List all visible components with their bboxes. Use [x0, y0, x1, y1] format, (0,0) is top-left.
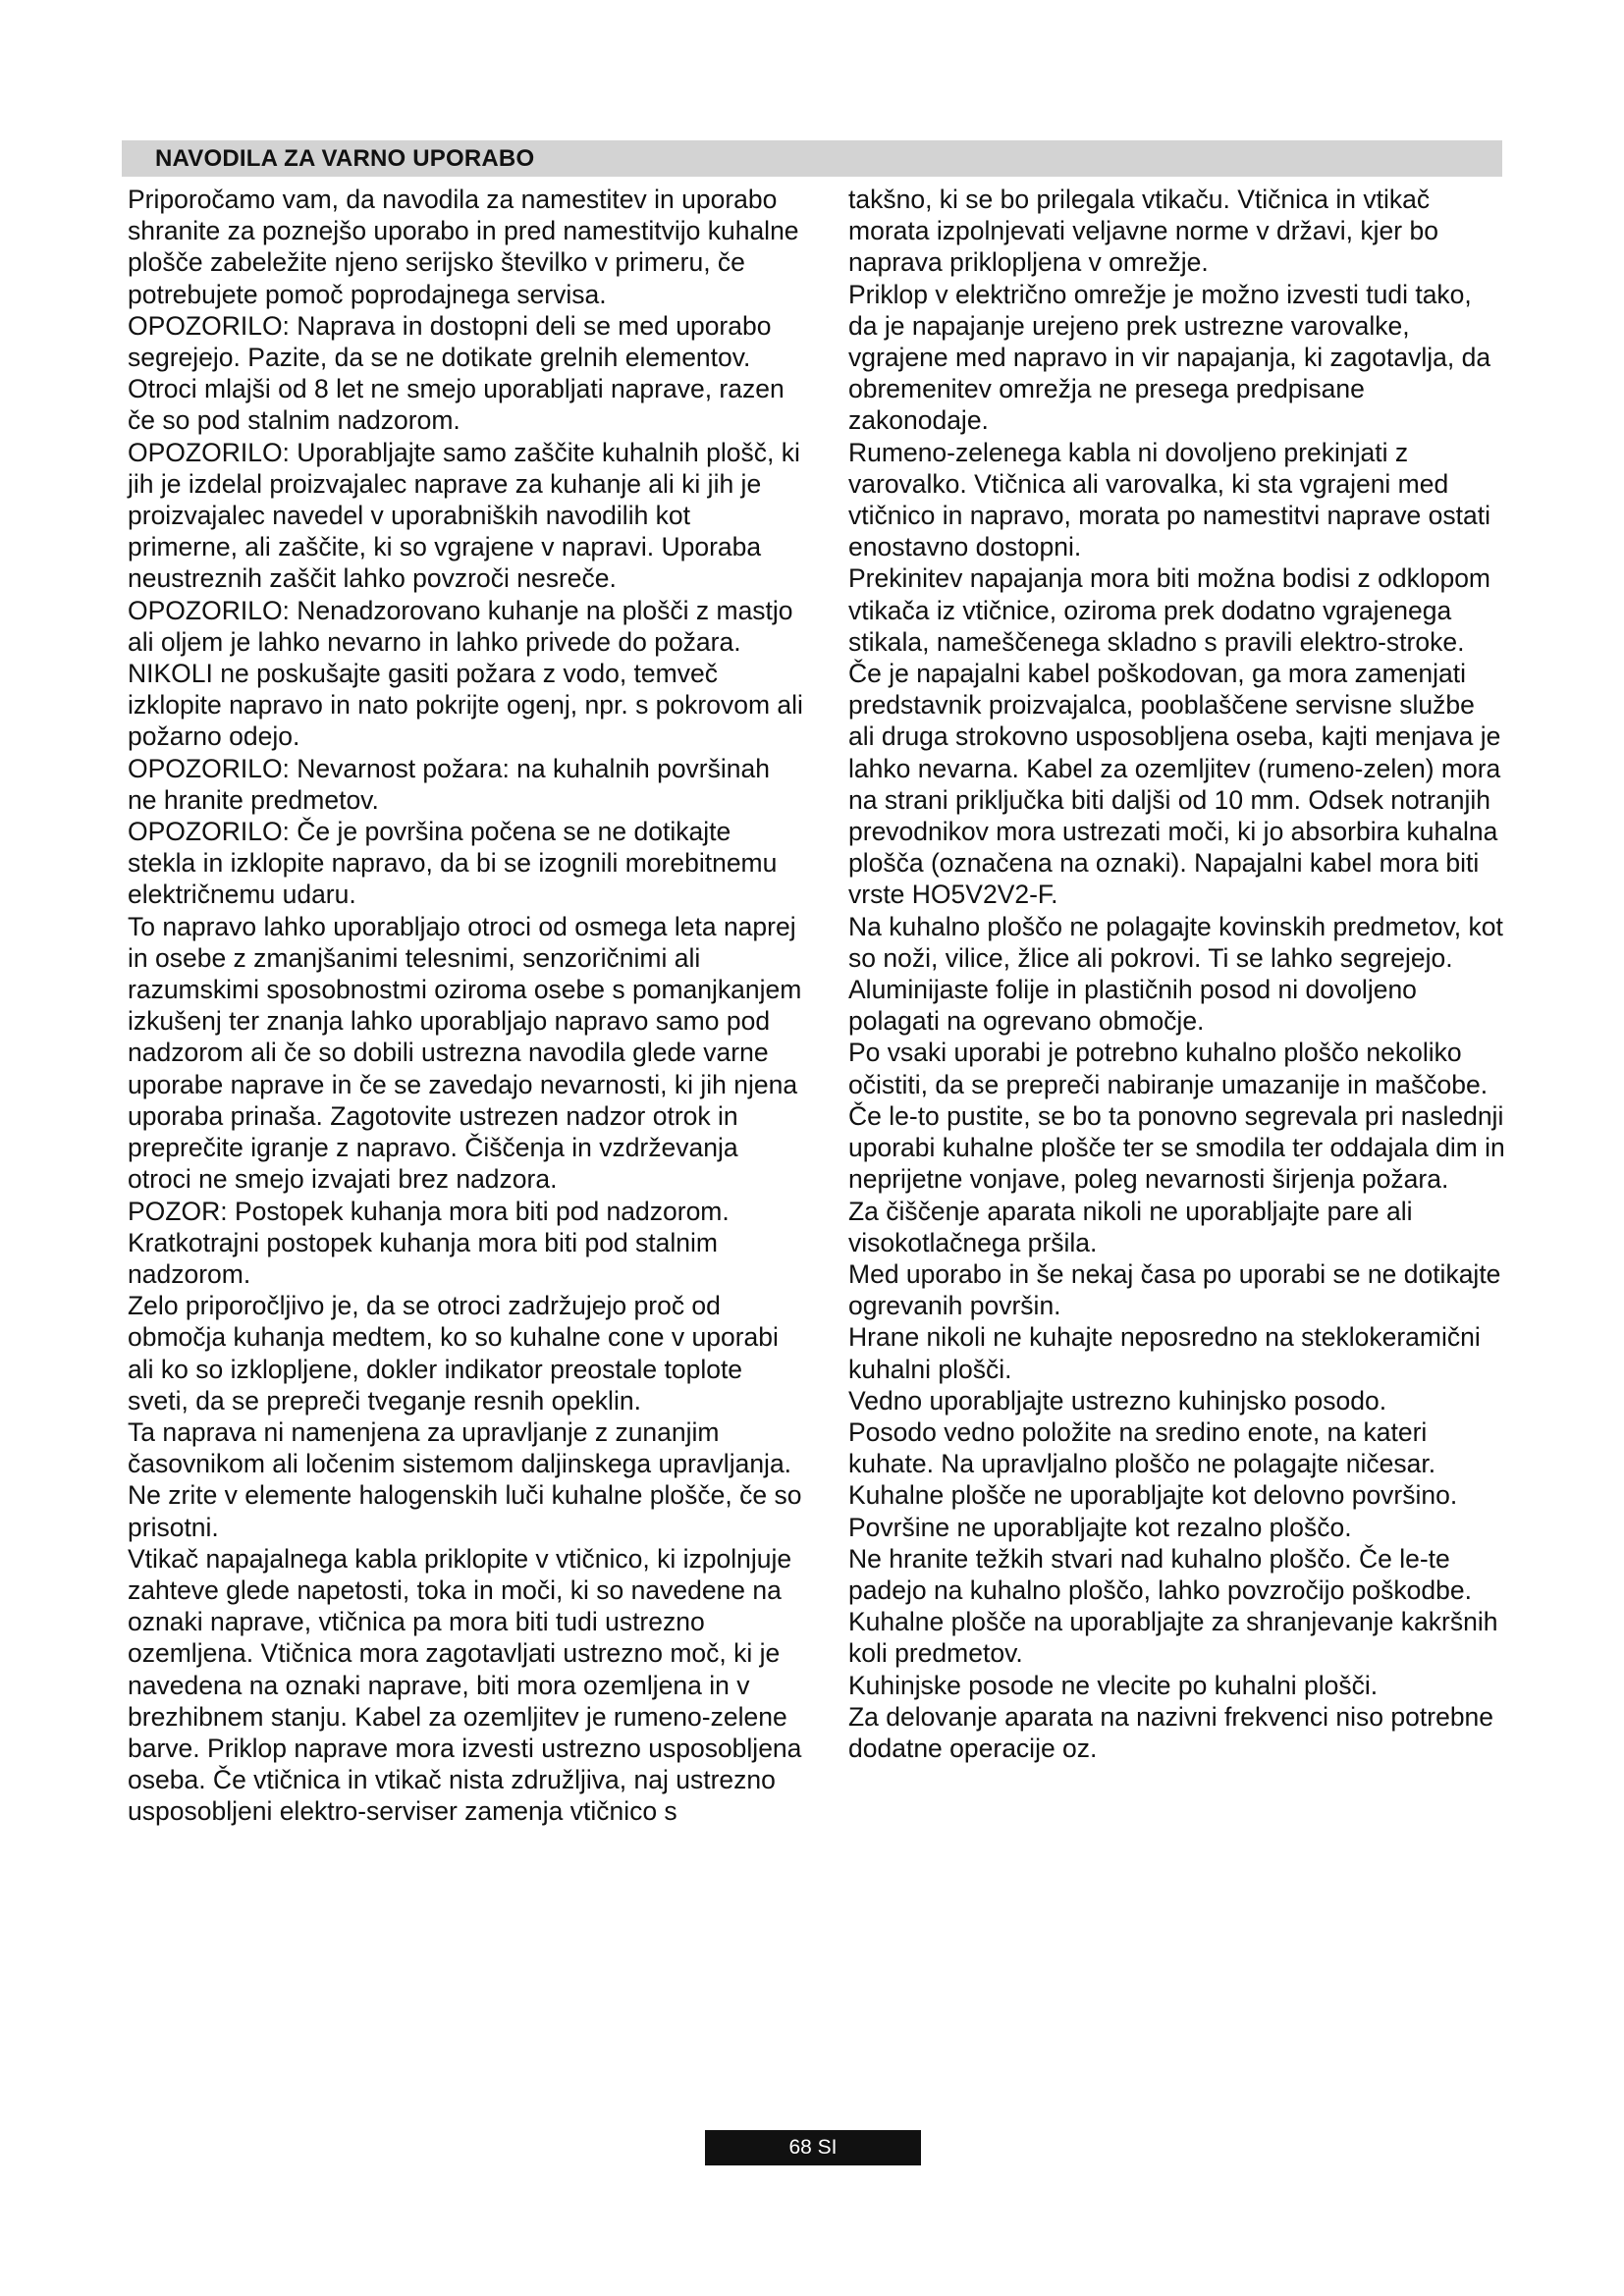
- paragraph: Rumeno-zelenega kabla ni dovoljeno prekinjati z varovalko. Vtičnica ali varovalka, ki sta vgrajeni med vtičnico in napravo, morata po namestitvi naprave ostati enostavno dostopni.: [848, 437, 1490, 562]
- paragraph: Vtikač napajalnega kabla priklopite v vtičnico, ki izpolnjuje zahteve glede napetosti, toka in moči, ki so navedene na oznaki naprave, vtičnica pa mora biti tudi ustrezno ozemljena. Vtičnica mora zagotavljati ustrezno moč, ki je navedena na oznaki naprave, biti mora ozemljena in v brezhibnem stanju. Kabel za ozemljitev je rumeno-zelene barve. Priklop naprave mora izvesti ustrezno usposobljena oseba. Če vtičnica in vtikač nista združljiva, naj ustrezno usposobljeni elektro-serviser zamenja vtičnico s: [128, 1543, 802, 1827]
- paragraph: Ne zrite v elemente halogenskih luči kuhalne plošče, če so prisotni.: [128, 1480, 802, 1542]
- paragraph: Hrane nikoli ne kuhajte neposredno na steklokeramični kuhalni plošči.: [848, 1322, 1481, 1384]
- right-text-column: [848, 184, 1506, 1764]
- left-text-column: [128, 184, 805, 1828]
- paragraph: To napravo lahko uporabljajo otroci od osmega leta naprej in osebe z zmanjšanimi telesnimi, senzoričnimi ali razumskimi sposobnostmi oziroma osebe s pomanjkanjem izkušenj ter znanja lahko uporabljajo napravo samo pod nadzorom ali če so dobili ustrezna navodila glede varne uporabe naprave in če se zavedajo nevarnosti, ki jih njena uporaba prinaša. Zagotovite ustrezen nadzor otrok in preprečite igranje z napravo. Čiščenja in vzdrževanja otroci ne smejo izvajati brez nadzora.: [128, 911, 802, 1195]
- paragraph: Za delovanje aparata na nazivni frekvenci niso potrebne dodatne operacije oz.: [848, 1701, 1494, 1763]
- paragraph: Ne hranite težkih stvari nad kuhalno ploščo. Če le-te padejo na kuhalno ploščo, lahko povzročijo poškodbe.: [848, 1543, 1472, 1605]
- paragraph: Priporočamo vam, da navodila za namestitev in uporabo shranite za poznejšo uporabo in pred namestitvijo kuhalne plošče zabeležite njeno serijsko številko v primeru, če potrebujete pomoč poprodajnega servisa.: [128, 185, 799, 309]
- paragraph: Za čiščenje aparata nikoli ne uporabljajte pare ali visokotlačnega pršila.: [848, 1196, 1413, 1257]
- page-number-badge: 68 SI: [705, 2130, 921, 2165]
- paragraph: Površine ne uporabljajte kot rezalno ploščo.: [848, 1512, 1352, 1542]
- paragraph: OPOZORILO: Nenadzorovano kuhanje na plošči z mastjo ali oljem je lahko nevarno in lahko privede do požara. NIKOLI ne poskušajte gasiti požara z vodo, temveč izklopite napravo in nato pokrijte ogenj, npr. s pokrovom ali požarno odejo.: [128, 595, 803, 752]
- paragraph: Po vsaki uporabi je potrebno kuhalno ploščo nekoliko očistiti, da se prepreči nabiranje umazanije in maščobe. Če le-to pustite, se bo ta ponovno segrevala pri naslednji uporabi kuhalne plošče ter se smodila ter oddajala dim in neprijetne vonjave, poleg nevarnosti širjenja požara.: [848, 1038, 1505, 1195]
- section-header-bar: [122, 140, 1502, 177]
- paragraph: Zelo priporočljivo je, da se otroci zadržujejo proč od območja kuhanja medtem, ko so kuhalne cone v uporabi ali ko so izklopljene, dokler indikator preostale toplote sveti, da se prepreči tveganje resnih opeklin.: [128, 1291, 779, 1415]
- paragraph: Na kuhalno ploščo ne polagajte kovinskih predmetov, kot so noži, vilice, žlice ali pokrovi. Ti se lahko segrejejo.: [848, 911, 1503, 973]
- paragraph: Prekinitev napajanja mora biti možna bodisi z odklopom vtikača iz vtičnice, oziroma prek dodatno vgrajenega stikala, nameščenega skladno s pravili elektro-stroke.: [848, 563, 1491, 657]
- paragraph: Če je napajalni kabel poškodovan, ga mora zamenjati predstavnik proizvajalca, pooblaščene servisne službe ali druga strokovno usposobljena oseba, kajti menjava je lahko nevarna. Kabel za ozemljitev (rumeno-zelen) mora na strani priključka biti daljši od 10 mm. Odsek notranjih prevodnikov mora ustrezati moči, ki jo absorbira kuhalna plošča (označena na oznaki). Napajalni kabel mora biti vrste HO5V2V2-F.: [848, 659, 1501, 910]
- paragraph: OPOZORILO: Uporabljajte samo zaščite kuhalnih plošč, ki jih je izdelal proizvajalec naprave za kuhanje ali ki jih je proizvajalec navedel v uporabniških navodilih kot primerne, ali zaščite, ki so vgrajene v napravi. Uporaba neustreznih zaščit lahko povzroči nesreče.: [128, 437, 800, 594]
- paragraph: takšno, ki se bo prilegala vtikaču. Vtičnica in vtikač morata izpolnjevati veljavne norme v državi, kjer bo naprava priklopljena v omrežje.: [848, 185, 1438, 278]
- paragraph: Kuhalne plošče ne uporabljajte kot delovno površino.: [848, 1480, 1458, 1511]
- paragraph: Posodo vedno položite na sredino enote, na kateri kuhate. Na upravljalno ploščo ne polagajte ničesar.: [848, 1416, 1436, 1479]
- paragraph: OPOZORILO: Naprava in dostopni deli se med uporabo segrejejo. Pazite, da se ne dotikate grelnih elementov. Otroci mlajši od 8 let ne smejo uporabljati naprave, razen če so pod stalnim nadzorom.: [128, 310, 785, 436]
- paragraph: Med uporabo in še nekaj časa po uporabi se ne dotikajte ogrevanih površin.: [848, 1258, 1501, 1321]
- paragraph: OPOZORILO: Nevarnost požara: na kuhalnih površinah ne hranite predmetov.: [128, 753, 770, 815]
- paragraph: Kuhinjske posode ne vlecite po kuhalni plošči.: [848, 1670, 1379, 1700]
- paragraph: OPOZORILO: Če je površina počena se ne dotikajte stekla in izklopite napravo, da bi se izognili morebitnemu električnemu udaru.: [128, 817, 778, 910]
- paragraph: Ta naprava ni namenjena za upravljanje z zunanjim časovnikom ali ločenim sistemom daljinskega upravljanja.: [128, 1416, 792, 1479]
- paragraph: Aluminijaste folije in plastičnih posod ni dovoljeno polagati na ogrevano območje.: [848, 975, 1417, 1037]
- paragraph: POZOR: Postopek kuhanja mora biti pod nadzorom. Kratkotrajni postopek kuhanja mora biti pod stalnim nadzorom.: [128, 1196, 730, 1289]
- section-title: NAVODILA ZA VARNO UPORABO: [155, 145, 535, 172]
- paragraph: Vedno uporabljajte ustrezno kuhinjsko posodo.: [848, 1385, 1387, 1415]
- paragraph: Priklop v električno omrežje je možno izvesti tudi tako, da je napajanje urejeno prek ustrezne varovalke, vgrajene med napravo in vir napajanja, ki zagotavlja, da obremenitev omrežja ne presega predpisane zakonodaje.: [848, 279, 1491, 436]
- paragraph: Kuhalne plošče na uporabljajte za shranjevanje kakršnih koli predmetov.: [848, 1607, 1498, 1669]
